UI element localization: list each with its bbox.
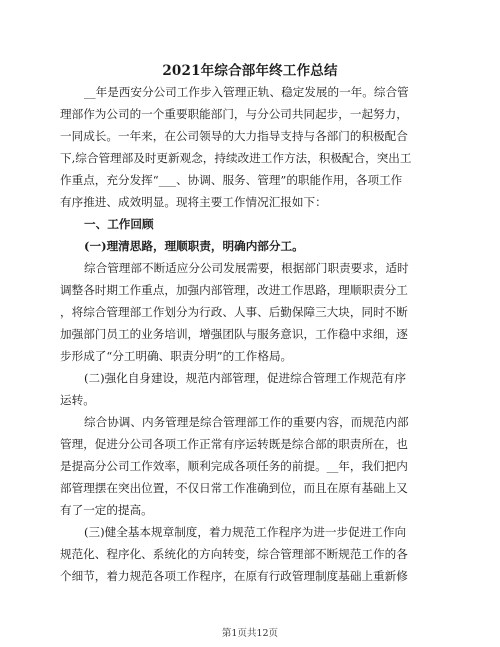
section-heading: 一、工作回顾 [84, 217, 154, 231]
paragraph-line: 综合协调、内务管理是综合管理部工作的重要内容，而规范内部 [84, 415, 409, 429]
document-title: 2021年综合部年终工作总结 [162, 63, 338, 79]
paragraph-line: 规范化、程序化、系统化的方向转变，综合管理部不断规范工作的各 [60, 547, 408, 561]
paragraph-line: 调整各时期工作重点，加强内部管理，改进工作思路，理顺职责分工 [60, 283, 408, 297]
page-footer: 第1页共12页 [221, 628, 279, 639]
paragraph-line: 下,综合管理部及时更新观念，持续改进工作方法，积极配合，突出工 [60, 151, 412, 165]
paragraph-line: 有了一定的提高。 [60, 503, 153, 517]
paragraph-line: 理部作为公司的一个重要职能部门，与分公司共同起步，一起努力， [60, 107, 408, 121]
paragraph-line: ，将综合管理部工作划分为行政、人事、后勤保障三大块，同时不断 [60, 305, 408, 319]
paragraph-line: 部管理摆在突出位置，不仅日常工作准确到位，而且在原有基础上又 [60, 481, 408, 495]
paragraph-line: __年是西安分公司工作步入管理正轨、稳定发展的一年。综合管 [84, 85, 409, 99]
subsection-heading-cont: 运转。 [60, 393, 95, 407]
paragraph-line: 管理，促进分公司各项工作正常有序运转既是综合部的职责所在，也 [60, 437, 408, 451]
paragraph-line: 个细节，着力规范各项工作程序，在原有行政管理制度基础上重新修 [60, 569, 408, 583]
paragraph-line: 作重点，充分发挥“___、协调、服务、管理”的职能作用，各项工作 [60, 173, 403, 187]
subsection-heading: (二)强化自身建设，规范内部管理，促进综合管理工作规范有序 [84, 371, 407, 385]
paragraph-line: 一同成长。一年来，在公司领导的大力指导支持与各部门的积极配合 [60, 129, 408, 143]
paragraph-line: 是提高分公司工作效率，顺利完成各项任务的前提。__年，我们把内 [60, 459, 408, 473]
paragraph-line: 步形成了“分工明确、职责分明”的工作格局。 [60, 349, 293, 363]
paragraph-line: 有序推进、成效明显。现将主要工作情况汇报如下： [60, 195, 327, 209]
paragraph-line: 综合管理部不断适应分公司发展需要，根据部门职责要求，适时 [84, 261, 409, 275]
subsection-heading: (一)理清思路，理顺职责，明确内部分工。 [84, 239, 304, 253]
paragraph-line: 加强部门员工的业务培训，增强团队与服务意识，工作稳中求细，逐 [60, 327, 408, 341]
subsection-heading: (三)健全基本规章制度，着力规范工作程序为进一步促进工作向 [84, 525, 407, 539]
